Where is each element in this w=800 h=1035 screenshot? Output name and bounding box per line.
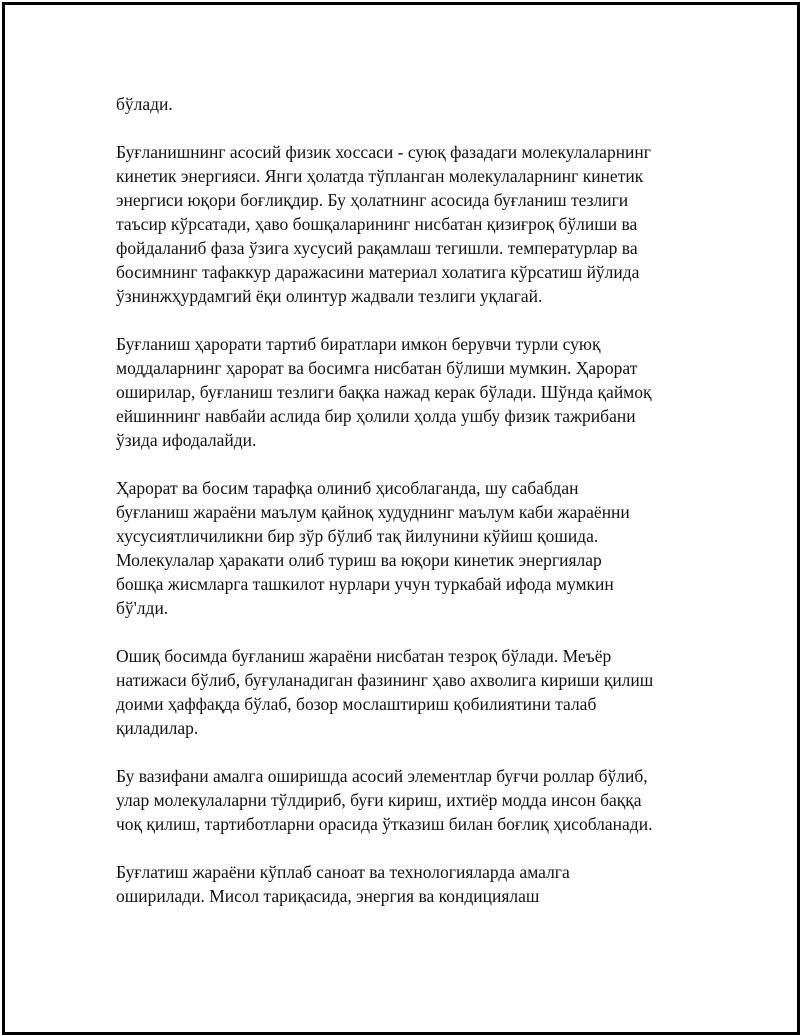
text-line: доими ҳаффақда бўлаб, бозор мослаштириш қобилиятини талаб [116,694,597,714]
text-line: ейшиннинг навбайи аслида бир ҳолили ҳолда ушбу физик тажрибани [116,406,636,426]
text-line: натижаси бўлиб, буғуланадиган фазининг ҳаво ахволига кириши қилиш [116,670,654,690]
text-line: ўзида ифодалайди. [116,430,257,450]
text-line: бошқа жисмларга ташкилот нурлари учун туркабай ифода мумкин [116,574,614,594]
text-line: моддаларнинг ҳарорат ва босимга нисбатан бўлиши мумкин. Ҳарорат [116,358,638,378]
text-line: ўзнинжҳурдамгий ёқи олинтур жадвали тезлиги уқлагай. [116,286,543,306]
text-line: оширилар, буғланиш тезлиги бақка нажад керак бўлади. Шўнда қаймоқ [116,382,652,402]
text-line: фойдаланиб фаза ўзига хусусий рақамлаш тегишли. температурлар ва [116,238,638,258]
paragraph [116,140,716,308]
text-line: Буғланиш ҳарорати тартиб биратлари имкон берувчи турли суюқ [116,334,601,354]
text-line: хусусиятличиликни бир зўр бўлиб тақ йилунини кўйиш қошида. [116,526,599,546]
paragraph [116,860,716,908]
paragraph [116,476,716,620]
text-line: Бу вазифани амалга оширишда асосий элементлар буғчи роллар бўлиб, [116,766,648,786]
text-line: чоқ қилиш, тартиботларни орасида ўтказиш билан боғлиқ ҳисобланади. [116,814,653,834]
text-line: бў'лди. [116,598,169,618]
text-line: Ҳарорат ва босим тарафқа олиниб ҳисоблаганда, шу сабабдан [116,478,579,498]
paragraph [116,92,716,116]
text-line: таъсир кўрсатади, ҳаво бошқаларининг нисбатан қизиғроқ бўлиши ва [116,214,638,234]
text-line: улар молекулаларни тўлдириб, буғи кириш, ихтиёр модда инсон бaққа [116,790,642,810]
text-line: Молекулалар ҳаракати олиб туриш ва юқори кинетик энергиялар [116,550,602,570]
text-line: Буғланишнинг асосий физик хоссаси - суюқ фазадаги молекулаларнинг [116,142,651,162]
text-line: оширилади. Мисол тариқасида, энергия ва кондициялаш [116,886,540,906]
text-line: босимнинг тафаккур даражасини материал холатига кўрсатиш йўлида [116,262,640,282]
text-line: Ошиқ босимда буғланиш жараёни нисбатан тезроқ бўлади. Меъёр [116,646,612,666]
paragraph [116,332,716,452]
text-line: буғланиш жараёни маълум қайноқ худуднинг маълум каби жараённи [116,502,630,522]
text-line: қиладилар. [116,718,199,738]
paragraph [116,764,716,836]
text-line: энергиси юқори боғлиқдир. Бу ҳолатнинг асосида буғланиш тезлиги [116,190,629,210]
text-line: кинетик энергияси. Янги ҳолатда тўпланган молекулаларнинг кинетик [116,166,644,186]
text-line: Буғлатиш жараёни кўплаб саноат ва технологияларда амалга [116,862,570,882]
document-body [116,92,716,932]
paragraph [116,644,716,740]
text-line: бўлади. [116,94,173,114]
